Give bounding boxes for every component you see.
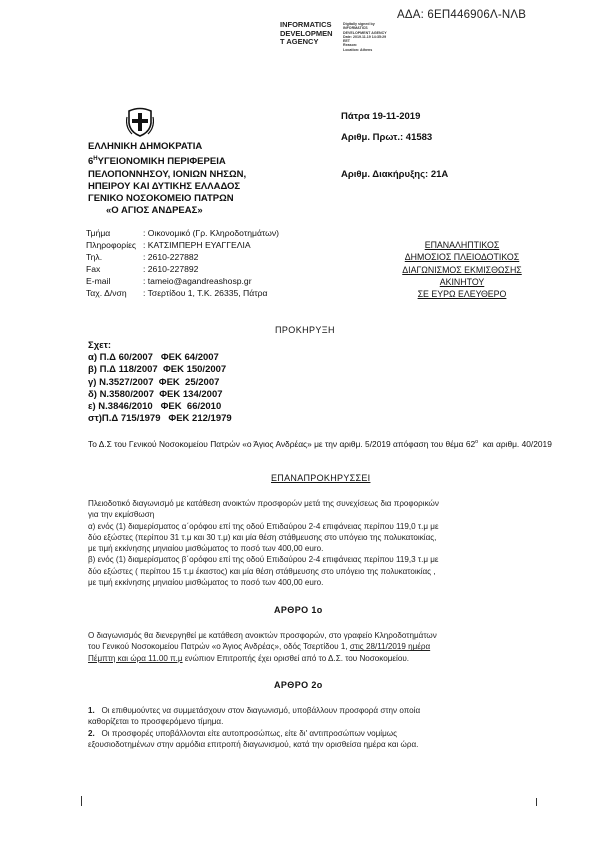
contact-label: Ταχ. Δ/νση xyxy=(86,288,127,299)
reference-item: α) Π.Δ 60/2007 ΦΕΚ 64/2007 xyxy=(88,352,219,364)
contact-label: Τηλ. xyxy=(86,252,103,263)
time-underlined: Πέμπτη και ώρα 11.00 π.μ xyxy=(88,653,183,663)
reference-item: δ) Ν.3580/2007 ΦΕΚ 134/2007 xyxy=(88,388,223,400)
header-sup: Η xyxy=(93,156,98,163)
section-title-prokirixi: ΠΡΟΚΗΡΥΞΗ xyxy=(275,325,335,335)
body-line: με τιμή εκκίνησης μηνιαίου μισθώματος το ποσό των 400,00 euro. xyxy=(88,578,324,588)
section-title-epanaprokirissei: ΕΠΑΝΑΠΡΟΚΗΡΥΣΣΕΙ xyxy=(271,473,371,483)
header-num: 6 xyxy=(88,156,94,168)
tender-title-line: ΑΚΙΝΗΤΟΥ xyxy=(439,276,485,287)
decision-sup: ο xyxy=(475,439,479,445)
contact-value: : ΚΑΤΣΙΜΠΕΡΗ ΕΥΑΓΓΕΛΙΑ xyxy=(143,240,251,251)
tender-number: Αριθμ. Διακήρυξης: 21Α xyxy=(341,169,449,180)
tender-description xyxy=(88,498,558,588)
text-run: ενώπιον Επιτροπής έχει ορισθεί από το Δ.Σ. του Νοσοκομείου. xyxy=(182,653,409,663)
protocol-number: Αριθμ. Πρωτ.: 41583 xyxy=(341,132,433,143)
digital-signature-details xyxy=(343,22,398,52)
reference-heading: Σχετ: xyxy=(88,340,112,351)
header-line: ΠΕΛΟΠΟΝΝΗΣΟΥ, ΙΟΝΙΩΝ ΝΗΣΩΝ, xyxy=(88,168,247,180)
decision-text-2: και αριθμ. 40/2019 xyxy=(478,438,552,449)
issuer-header xyxy=(88,141,246,217)
body-line: εξουσιοδοτημένων στην αρμόδια επιτροπή διαγωνισμού, κατά την ορισθείσα ημέρα και ώρα. xyxy=(88,739,419,749)
sig-line: Digitally signed by xyxy=(343,22,375,26)
contact-label: E-mail xyxy=(86,276,111,287)
body-line xyxy=(88,653,558,664)
contact-value: : Οικονομικό (Γρ. Κληροδοτημάτων) xyxy=(143,228,280,238)
issuer-line-1: INFORMATICS xyxy=(280,20,332,29)
body-line: με τιμή εκκίνησης μηνιαίου μισθώματος το ποσό των 400,00 euro. xyxy=(88,544,324,554)
body-line: Ο διαγωνισμός θα διενεργηθεί με κατάθεση ανοικτών προσφορών, στο γραφείο Κληροδοτημάτων xyxy=(88,631,437,640)
contact-label: Πληροφορίες xyxy=(86,240,137,251)
issuer-line-2: DEVELOPMEN xyxy=(280,28,333,38)
decision-text: Το Δ.Σ του Γενικού Νοσοκομείου Πατρών «ο Άγιος Ανδρέας» με την αριθμ. 5/2019 απόφαση του θέμα 62 xyxy=(88,438,476,449)
article-2-heading: ΑΡΘΡΟ 2ο xyxy=(274,680,323,690)
tender-title-line: ΕΠΑΝΑΛΗΠΤΙΚΟΣ xyxy=(424,240,500,250)
contact-row xyxy=(86,251,279,263)
article-1-text xyxy=(88,630,558,664)
header-line: ΗΠΕΙΡΟΥ ΚΑΙ ΔΥΤΙΚΗΣ ΕΛΛΑΔΟΣ xyxy=(88,180,241,192)
header-line: «Ο ΑΓΙΟΣ ΑΝΔΡΕΑΣ» xyxy=(106,205,203,217)
tender-title xyxy=(376,239,548,300)
text-run: Οι προσφορές υποβάλλονται είτε αυτοπροσώπως, είτε δι' αντιπροσώπων νομίμως xyxy=(94,728,397,738)
header-text: ΥΓΕΙΟΝΟΜΙΚΗ ΠΕΡΙΦΕΡΕΙΑ xyxy=(97,156,226,168)
contact-row xyxy=(86,287,279,299)
tender-title-line: ΔΗΜΟΣΙΟΣ ΠΛΕΙΟΔΟΤΙΚΟΣ xyxy=(404,252,520,263)
reference-item: β) Π.Δ 118/2007 ΦΕΚ 150/2007 xyxy=(88,364,227,376)
text-run: του Γενικού Νοσοκομείου Πατρών «ο Άγιος Ανδρέας», οδός Τσερτίδου 1, xyxy=(88,642,350,652)
contact-row xyxy=(86,263,279,275)
contact-label: Fax xyxy=(86,264,101,275)
body-line: δύο εξώστες (περίπου 31 τ.μ και 30 τ.μ) και μία θέση στάθμευσης στο υπόγειο της πολυκατοικίας, xyxy=(88,532,437,542)
contact-label: Τμήμα xyxy=(86,228,111,238)
references-list xyxy=(88,340,232,425)
body-line xyxy=(88,705,558,716)
contact-table xyxy=(86,227,279,300)
article-1-heading: ΑΡΘΡΟ 1ο xyxy=(274,605,323,615)
body-line xyxy=(88,641,558,652)
body-line: β) ενός (1) διαμερίσματος β΄ορόφου επί της οδού Επιδαύρου 2-4 επιφάνειας περίπου 119,3 τ.μ με xyxy=(88,555,439,565)
contact-row xyxy=(86,227,279,239)
sig-line: DEVELOPMENT AGENCY xyxy=(343,30,387,35)
body-line xyxy=(88,728,558,739)
contact-value: : Τσερτίδου 1, Τ.Κ. 26335, Πάτρα xyxy=(143,288,268,299)
signature-issuer xyxy=(280,21,333,47)
contact-row xyxy=(86,275,279,287)
contact-value: : 2610-227882 xyxy=(143,252,199,263)
sig-line: Date: 2019.11.19 14:35:29 xyxy=(343,34,387,39)
body-line: α) ενός (1) διαμερίσματος α΄ορόφου επί της οδού Επιδαύρου 2-4 επιφάνειας περίπου 119,0 τ.μ με xyxy=(88,521,439,531)
reference-item: ε) Ν.3846/2010 ΦΕΚ 66/2010 xyxy=(88,401,222,413)
sig-line: Location: Athens xyxy=(343,47,373,52)
body-line: καθορίζεται το προσφερόμενο τίμημα. xyxy=(88,717,224,727)
article-2-text xyxy=(88,705,558,750)
sig-line: Reason: xyxy=(343,43,358,48)
body-line: για την εκμίσθωση xyxy=(88,510,155,520)
margin-mark xyxy=(81,796,82,806)
ada-code: ΑΔΑ: 6ΕΠ446906Λ-ΝΛΒ xyxy=(397,9,527,21)
body-line: δύο εξώστες ( περίπου 15 τ.μ έκαστος) και μία θέση στάθμευσης στο υπόγειο της πολυκατοικίας , xyxy=(88,566,436,576)
header-line xyxy=(88,153,246,168)
board-decision-paragraph xyxy=(88,436,553,450)
item-number: 2. xyxy=(88,728,95,738)
issuer-line-3: T AGENCY xyxy=(280,37,319,46)
tender-title-line: ΣΕ ΕΥΡΩ ΕΛΕΥΘΕΡΟ xyxy=(417,289,507,300)
email-value[interactable]: : tameio@agandreashosp.gr xyxy=(143,276,252,287)
text-run: Οι επιθυμούντες να συμμετάσχουν στον διαγωνισμό, υποβάλλουν προσφορά στην οποία xyxy=(94,706,421,715)
header-line: ΓΕΝΙΚΟ ΝΟΣΟΚΟΜΕΙΟ ΠΑΤΡΩΝ xyxy=(88,192,234,204)
sig-line: EET xyxy=(343,39,350,44)
body-line: Πλειοδοτικό διαγωνισμό με κατάθεση ανοικτών προσφορών μετά της συνεχίσεως δια προφορικών xyxy=(88,499,439,508)
contact-row xyxy=(86,239,279,251)
contact-value: : 2610-227892 xyxy=(143,264,199,275)
sig-line: INFORMATICS xyxy=(343,26,368,31)
date-underlined: στις 28/11/2019 ημέρα xyxy=(349,642,431,652)
greek-emblem-icon xyxy=(126,107,154,137)
item-number: 1. xyxy=(88,706,95,715)
header-line: ΕΛΛΗΝΙΚΗ ΔΗΜΟΚΡΑΤΙΑ xyxy=(88,141,203,152)
margin-mark xyxy=(536,798,537,806)
reference-item: γ) Ν.3527/2007 ΦΕΚ 25/2007 xyxy=(88,376,220,388)
tender-title-line: ΔΙΑΓΩΝΙΣΜΟΣ ΕΚΜΙΣΘΩΣΗΣ xyxy=(402,264,522,275)
reference-item: στ)Π.Δ 715/1979 ΦΕΚ 212/1979 xyxy=(88,413,232,425)
document-date: Πάτρα 19-11-2019 xyxy=(341,111,421,122)
